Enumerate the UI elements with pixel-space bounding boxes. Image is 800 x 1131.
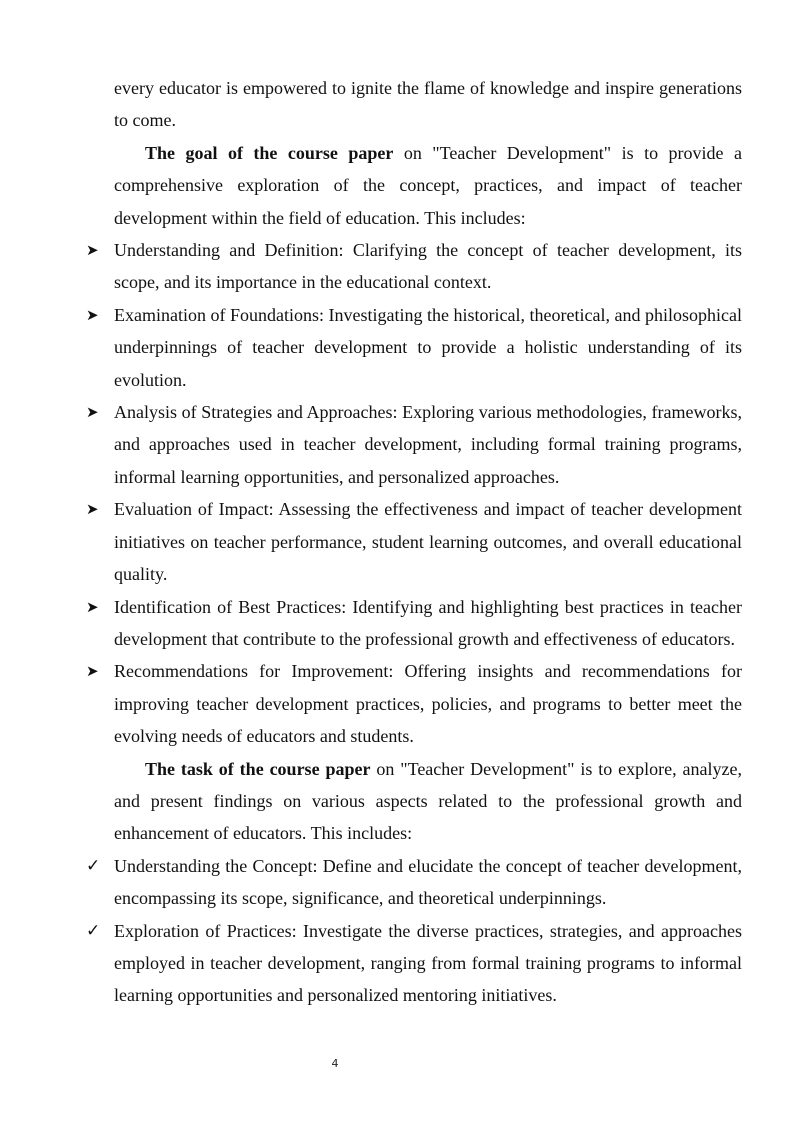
list-item <box>86 493 742 590</box>
list-item-text: Recommendations for Improvement: Offering insights and recommendations for improving teacher development practices, policies, and programs to better meet the evolving needs of educators and students. <box>114 661 742 747</box>
list-item-text: Analysis of Strategies and Approaches: Exploring various methodologies, frameworks, and approaches used in teacher development, including formal training programs, informal learning opportunities, and personalized approaches. <box>114 402 742 487</box>
goal-text: on "Teacher Development" is to provide a comprehensive exploration of the concept, practices, and impact of teacher development within the field of education. This includes: <box>114 142 742 228</box>
task-list <box>86 850 742 1012</box>
list-item-text: Exploration of Practices: Investigate the diverse practices, strategies, and approaches employed in teacher development, ranging from formal training programs to informal learning opportunities and personalized mentoring initiatives. <box>114 920 742 1006</box>
list-item-text: Understanding the Concept: Define and elucidate the concept of teacher development, encompassing its scope, significance, and theoretical underpinnings. <box>114 855 742 909</box>
page-number: 4 <box>331 1057 339 1070</box>
arrowhead-bullet-icon: ➤ <box>86 305 99 324</box>
list-item <box>86 396 742 493</box>
task-paragraph <box>114 753 742 850</box>
continuation-paragraph: every educator is empowered to ignite the flame of knowledge and inspire generations to come. <box>114 78 742 131</box>
arrowhead-bullet-icon: ➤ <box>86 662 99 681</box>
arrowhead-bullet-icon: ➤ <box>86 241 99 260</box>
arrowhead-bullet-icon: ➤ <box>86 403 99 422</box>
document-page <box>86 72 742 1012</box>
task-text: on "Teacher Development" is to explore, analyze, and present findings on various aspects related to the professional growth and enhancement of educators. This includes: <box>114 758 742 844</box>
checkmark-bullet-icon: ✓ <box>86 855 101 876</box>
list-item <box>86 915 742 1012</box>
list-item <box>86 234 742 299</box>
task-heading: The task of the course paper <box>145 758 371 779</box>
checkmark-bullet-icon: ✓ <box>86 920 101 941</box>
list-item-text: Examination of Foundations: Investigating the historical, theoretical, and philosophical underpinnings of teacher development to provide a holistic understanding of its evolution. <box>114 304 742 390</box>
goal-list <box>86 234 742 753</box>
list-item-text: Understanding and Definition: Clarifying the concept of teacher development, its scope, and its importance in the educational context. <box>114 240 742 293</box>
list-item <box>86 591 742 656</box>
goal-paragraph <box>114 137 742 234</box>
goal-heading: The goal of the course paper <box>145 142 394 163</box>
list-item <box>86 299 742 396</box>
list-item-text: Identification of Best Practices: Identifying and highlighting best practices in teacher development that contribute to the professional growth and effectiveness of educators. <box>114 596 742 649</box>
arrowhead-bullet-icon: ➤ <box>86 500 99 519</box>
arrowhead-bullet-icon: ➤ <box>86 597 99 616</box>
list-item <box>86 850 742 915</box>
list-item <box>86 655 742 752</box>
list-item-text: Evaluation of Impact: Assessing the effectiveness and impact of teacher development initiatives on teacher performance, student learning outcomes, and overall educational quality. <box>114 499 742 585</box>
